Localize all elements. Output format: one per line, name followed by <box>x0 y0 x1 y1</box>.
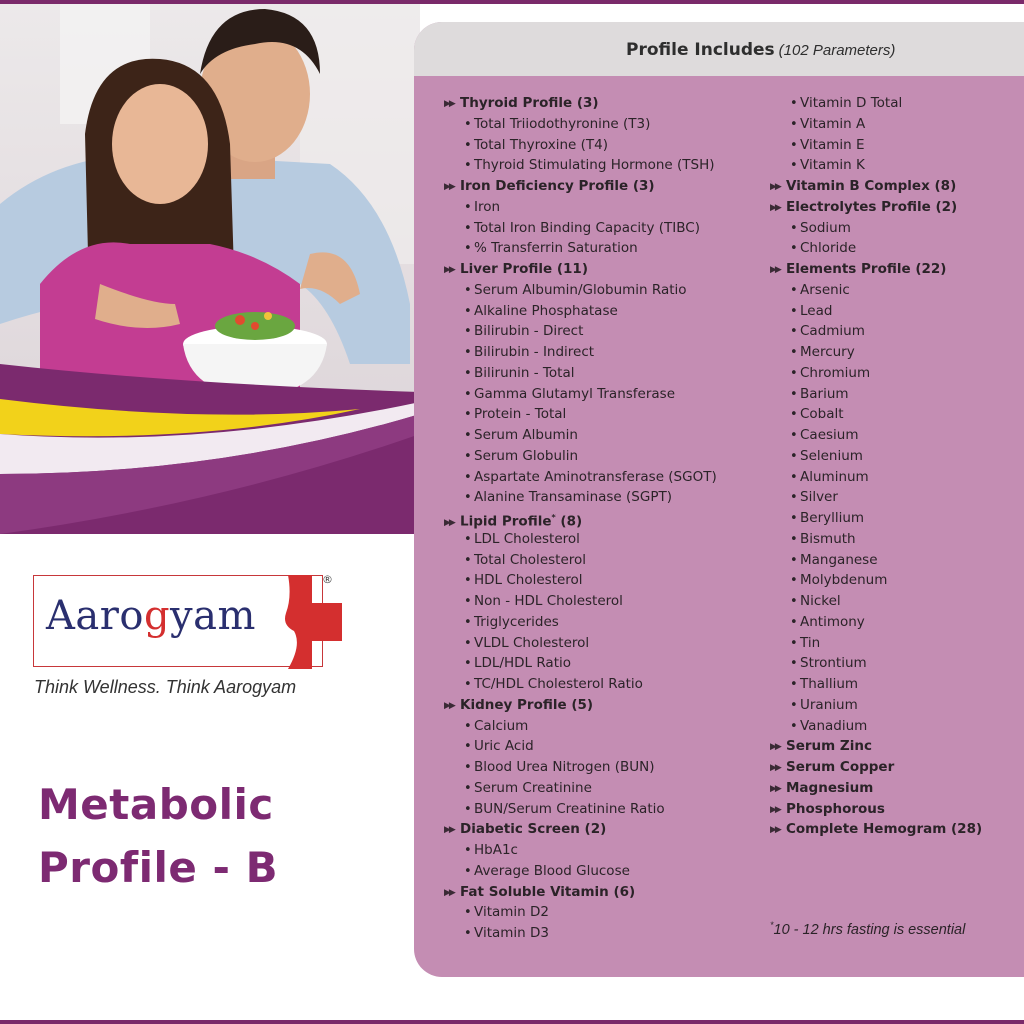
parameter-label: Selenium <box>800 447 863 464</box>
parameter-label: Lead <box>800 302 833 319</box>
bullet-icon: • <box>464 656 472 672</box>
parameter-label: Vitamin A <box>800 115 866 132</box>
parameter-label: Serum Creatinine <box>474 779 592 796</box>
parameter-label: Phosphorous <box>786 800 885 817</box>
parameter-label: Vitamin K <box>800 157 865 174</box>
parameter-category <box>444 883 635 902</box>
parameter-category <box>444 94 599 113</box>
parameter-label: Arsenic <box>800 281 850 298</box>
bullet-icon: • <box>464 573 472 589</box>
parameter-count: (8) <box>555 513 583 530</box>
parameter-label: Antimony <box>800 613 865 630</box>
parameter-item <box>790 717 867 736</box>
parameter-label: Bilirubin - Direct <box>474 323 584 340</box>
bullet-icon: • <box>464 158 472 174</box>
bullet-icon: • <box>790 428 798 443</box>
parameter-item <box>790 613 865 632</box>
parameter-item <box>464 530 580 549</box>
parameter-item <box>790 675 858 694</box>
double-arrow-icon: ▶▶ <box>444 825 454 836</box>
bullet-icon: • <box>464 718 472 734</box>
parameter-item <box>464 779 592 798</box>
parameter-item <box>464 737 534 756</box>
bullet-icon: • <box>464 863 472 879</box>
bullet-icon: • <box>790 241 798 257</box>
parameter-label: Silver <box>800 489 838 506</box>
parameter-item <box>790 156 865 175</box>
parameter-item <box>790 239 856 258</box>
parameter-category <box>770 260 946 279</box>
double-arrow-icon: ▶▶ <box>444 887 454 898</box>
parameter-label: Magnesium <box>786 779 874 796</box>
fasting-note <box>770 920 965 938</box>
registered-mark: ® <box>322 573 333 586</box>
parameter-label: Iron Deficiency Profile (3) <box>460 178 655 194</box>
bullet-icon: • <box>790 345 798 360</box>
product-title-line1: Metabolic <box>38 780 274 829</box>
parameter-label: Nickel <box>800 593 841 609</box>
parameter-label: Barium <box>800 385 849 402</box>
bullet-icon: • <box>464 552 472 568</box>
bullet-icon: • <box>790 531 798 547</box>
parameter-item <box>464 302 618 321</box>
parameter-item <box>790 696 858 715</box>
parameter-label: Gamma Glutamyl Transferase <box>474 385 676 402</box>
parameter-item <box>464 343 594 362</box>
parameter-label: Tin <box>800 634 821 651</box>
double-arrow-icon: ▶▶ <box>770 742 780 753</box>
parameter-label: Vitamin D Total <box>800 95 903 111</box>
parameter-label: LDL/HDL Ratio <box>474 655 572 672</box>
parameter-item <box>790 530 856 549</box>
parameter-category <box>770 758 894 777</box>
bullet-icon: • <box>790 365 798 381</box>
parameter-label: Thallium <box>800 676 859 692</box>
parameter-label: Serum Globulin <box>474 447 579 464</box>
parameter-item <box>790 343 855 362</box>
parameter-label: Total Cholesterol <box>474 551 587 568</box>
bullet-icon: • <box>464 760 472 775</box>
parameter-label: Thyroid Profile (3) <box>460 95 599 111</box>
parameter-item <box>790 488 838 507</box>
parameter-item <box>790 447 863 466</box>
bullet-icon: • <box>790 116 798 132</box>
bullet-icon: • <box>790 448 798 464</box>
parameter-label: HDL Cholesterol <box>474 572 583 589</box>
parameter-label: Total Iron Binding Capacity (TIBC) <box>474 219 700 236</box>
panel-header <box>414 22 1024 76</box>
parameter-category <box>770 737 872 756</box>
parameter-label: Serum Copper <box>786 759 895 775</box>
parameter-label: Electrolytes Profile (2) <box>786 198 958 215</box>
bullet-icon: • <box>464 677 472 692</box>
parameter-item <box>790 302 832 321</box>
parameter-category <box>444 696 593 715</box>
parameter-label: Fat Soluble Vitamin (6) <box>460 883 636 900</box>
bullet-icon: • <box>464 345 472 360</box>
logo-plus-icon <box>268 575 344 669</box>
bullet-icon: • <box>464 739 472 755</box>
parameter-item <box>464 447 578 466</box>
bullet-icon: • <box>790 490 798 506</box>
panel-title <box>626 40 895 60</box>
parameter-label: Cobalt <box>800 406 844 423</box>
parameter-label: Beryllium <box>800 510 865 526</box>
parameter-label: Lipid Profile <box>460 513 552 530</box>
bullet-icon: • <box>464 116 472 132</box>
parameter-item <box>790 405 844 424</box>
parameter-label: Strontium <box>800 655 867 672</box>
parameter-label: Serum Albumin/Globumin Ratio <box>474 281 687 298</box>
parameter-label: Sodium <box>800 219 851 236</box>
parameter-label: HbA1c <box>474 842 518 858</box>
parameter-item <box>464 903 549 922</box>
parameter-label: Caesium <box>800 427 859 443</box>
fasting-note-text: 10 - 12 hrs fasting is essential <box>773 921 966 938</box>
bullet-icon: • <box>464 448 472 464</box>
parameter-label: Elements Profile (22) <box>786 261 947 277</box>
logo-text-g: g <box>143 593 171 639</box>
parameter-label: % Transferrin Saturation <box>474 240 638 257</box>
product-title-line2: Profile - B <box>38 843 279 892</box>
parameter-label: Bilirubin - Indirect <box>474 344 595 360</box>
parameter-item <box>464 219 700 238</box>
double-arrow-icon: ▶▶ <box>770 265 780 275</box>
bullet-icon: • <box>790 677 798 692</box>
bullet-icon: • <box>464 324 472 340</box>
parameter-item <box>464 385 675 404</box>
bullet-icon: • <box>790 137 798 153</box>
parameter-label: Triglycerides <box>474 613 559 630</box>
parameter-label: Uranium <box>800 696 858 713</box>
parameter-label: Iron <box>474 198 501 215</box>
logo-text-suffix: yam <box>170 593 256 639</box>
parameter-label: Total Triiodothyronine (T3) <box>474 115 651 132</box>
parameter-item <box>790 509 864 528</box>
parameter-label: Vitamin E <box>800 136 865 153</box>
bullet-icon: • <box>790 386 798 402</box>
parameter-label: Chromium <box>800 364 871 381</box>
parameter-item <box>790 426 859 445</box>
parameter-label: Calcium <box>474 717 529 734</box>
parameter-item <box>790 592 841 611</box>
parameter-item <box>790 281 850 300</box>
bullet-icon: • <box>790 96 798 111</box>
hero-photo <box>0 4 420 534</box>
bullet-icon: • <box>464 490 472 506</box>
parameter-label: Aspartate Aminotransferase (SGOT) <box>474 468 717 485</box>
parameter-label: LDL Cholesterol <box>474 530 580 547</box>
double-arrow-icon: ▶▶ <box>770 763 780 773</box>
parameter-item <box>790 136 865 155</box>
parameter-item <box>790 634 820 653</box>
parameter-item <box>790 551 878 570</box>
bullet-icon: • <box>464 199 472 215</box>
parameter-label: Kidney Profile (5) <box>460 696 594 713</box>
parameter-item <box>464 800 665 819</box>
parameter-item <box>464 592 623 611</box>
bullet-icon: • <box>790 282 798 298</box>
bullet-icon: • <box>464 614 472 630</box>
parameter-label: VLDL Cholesterol <box>474 634 590 651</box>
bullet-icon: • <box>464 428 472 443</box>
bullet-icon: • <box>790 697 798 713</box>
parameter-label: Bismuth <box>800 530 856 547</box>
parameter-label: Mercury <box>800 344 855 360</box>
double-arrow-icon: ▶▶ <box>770 804 780 815</box>
parameter-item <box>464 115 650 134</box>
bullet-icon: • <box>464 926 472 941</box>
double-arrow-icon: ▶▶ <box>444 700 454 711</box>
double-arrow-icon: ▶▶ <box>770 825 780 836</box>
parameter-item <box>790 219 851 238</box>
bullet-icon: • <box>464 801 472 817</box>
parameter-label: Aluminum <box>800 468 869 485</box>
bullet-icon: • <box>464 407 472 423</box>
parameter-footnote-mark: * <box>551 513 556 522</box>
parameter-category <box>770 800 885 819</box>
bullet-icon: • <box>790 511 798 526</box>
parameter-label: Vanadium <box>800 717 868 734</box>
parameter-item <box>790 571 887 590</box>
parameter-label: Non - HDL Cholesterol <box>474 593 623 609</box>
bullet-icon: • <box>464 365 472 381</box>
parameter-label: Liver Profile (11) <box>460 261 588 277</box>
parameter-item <box>790 468 869 487</box>
parameter-category <box>770 198 957 217</box>
fasting-note-mark: * <box>770 920 774 930</box>
parameter-label: Alkaline Phosphatase <box>474 302 618 319</box>
bullet-icon: • <box>790 469 798 485</box>
double-arrow-icon: ▶▶ <box>444 182 454 192</box>
parameter-item <box>464 862 630 881</box>
double-arrow-icon: ▶▶ <box>444 99 454 109</box>
parameter-item <box>464 198 500 217</box>
parameter-category <box>444 177 655 196</box>
parameter-category <box>770 779 873 798</box>
double-arrow-icon: ▶▶ <box>770 783 780 794</box>
couple-salad-illustration <box>0 4 420 534</box>
bullet-icon: • <box>464 531 472 547</box>
parameter-label: Protein - Total <box>474 406 567 423</box>
bullet-icon: • <box>790 324 798 340</box>
parameter-label: Vitamin D2 <box>474 904 549 921</box>
bullet-icon: • <box>464 905 472 921</box>
bullet-icon: • <box>464 282 472 298</box>
bullet-icon: • <box>790 718 798 734</box>
parameter-item <box>464 841 518 860</box>
parameter-item <box>464 426 578 445</box>
double-arrow-icon: ▶▶ <box>770 202 780 213</box>
parameter-item <box>464 281 687 300</box>
parameter-label: Bilirunin - Total <box>474 364 575 381</box>
double-arrow-icon: ▶▶ <box>444 517 454 528</box>
parameter-item <box>464 634 589 653</box>
parameter-item <box>464 613 559 632</box>
parameter-label: Serum Zinc <box>786 738 872 755</box>
parameter-category <box>444 820 606 839</box>
parameter-label: Diabetic Screen (2) <box>460 821 607 838</box>
parameter-item <box>464 717 528 736</box>
bullet-icon: • <box>790 303 798 319</box>
bullet-icon: • <box>464 780 472 796</box>
parameter-label: Blood Urea Nitrogen (BUN) <box>474 759 655 775</box>
parameter-label: Vitamin B Complex (8) <box>786 178 957 194</box>
panel-title-text: Profile Includes <box>626 40 775 60</box>
parameter-category <box>444 260 588 279</box>
parameter-item <box>464 551 586 570</box>
parameter-item <box>790 115 865 134</box>
bullet-icon: • <box>790 552 798 568</box>
bullet-icon: • <box>790 594 798 609</box>
parameter-item <box>464 924 549 943</box>
bullet-icon: • <box>464 386 472 402</box>
parameter-label: Chloride <box>800 240 857 257</box>
bullet-icon: • <box>464 303 472 319</box>
bullet-icon: • <box>464 137 472 153</box>
bullet-icon: • <box>790 158 798 174</box>
parameter-label: Manganese <box>800 551 878 568</box>
parameter-label: Average Blood Glucose <box>474 862 630 879</box>
parameter-category <box>770 820 982 839</box>
parameter-label: Total Thyroxine (T4) <box>474 136 608 153</box>
parameter-item <box>790 322 865 341</box>
parameter-item <box>790 364 870 383</box>
double-arrow-icon: ▶▶ <box>444 265 454 275</box>
parameter-label: Molybdenum <box>800 572 888 589</box>
bullet-icon: • <box>790 614 798 630</box>
panel-subtitle: (102 Parameters) <box>778 42 896 59</box>
parameter-item <box>464 136 608 155</box>
parameter-label: Thyroid Stimulating Hormone (TSH) <box>474 157 715 174</box>
bullet-icon: • <box>464 241 472 257</box>
parameter-item <box>464 758 655 777</box>
parameter-label: Cadmium <box>800 323 865 340</box>
logo-text-prefix: Aaro <box>46 593 144 639</box>
bullet-icon: • <box>464 635 472 651</box>
parameter-label: Vitamin D3 <box>474 925 549 941</box>
parameter-label: Uric Acid <box>474 738 534 755</box>
bullet-icon: • <box>464 220 472 236</box>
parameter-item <box>464 571 583 590</box>
bullet-icon: • <box>790 407 798 423</box>
bottom-border <box>0 1020 1024 1024</box>
parameter-label: Alanine Transaminase (SGPT) <box>474 489 672 506</box>
logo-wordmark <box>46 593 256 639</box>
parameter-item <box>464 405 566 424</box>
bullet-icon: • <box>790 635 798 651</box>
bullet-icon: • <box>464 594 472 609</box>
parameter-label: Serum Albumin <box>474 427 578 443</box>
parameter-item <box>464 364 574 383</box>
parameter-item <box>464 322 583 341</box>
parameter-item <box>464 239 638 258</box>
bullet-icon: • <box>790 573 798 589</box>
parameter-label: TC/HDL Cholesterol Ratio <box>474 676 643 692</box>
brand-tagline: Think Wellness. Think Aarogyam <box>34 677 297 697</box>
parameter-item <box>790 94 902 113</box>
parameter-item <box>790 654 867 673</box>
parameter-item <box>464 675 643 694</box>
parameter-item <box>464 468 717 487</box>
bullet-icon: • <box>790 656 798 672</box>
parameter-item <box>790 385 849 404</box>
parameter-category <box>444 509 582 532</box>
double-arrow-icon: ▶▶ <box>770 182 780 192</box>
parameter-item <box>464 654 571 673</box>
parameter-item <box>464 488 672 507</box>
parameter-label: Complete Hemogram (28) <box>786 821 983 838</box>
parameter-item <box>464 156 715 175</box>
parameter-category <box>770 177 956 196</box>
parameter-label: BUN/Serum Creatinine Ratio <box>474 800 665 817</box>
bullet-icon: • <box>790 220 798 236</box>
bullet-icon: • <box>464 469 472 485</box>
bullet-icon: • <box>464 843 472 858</box>
